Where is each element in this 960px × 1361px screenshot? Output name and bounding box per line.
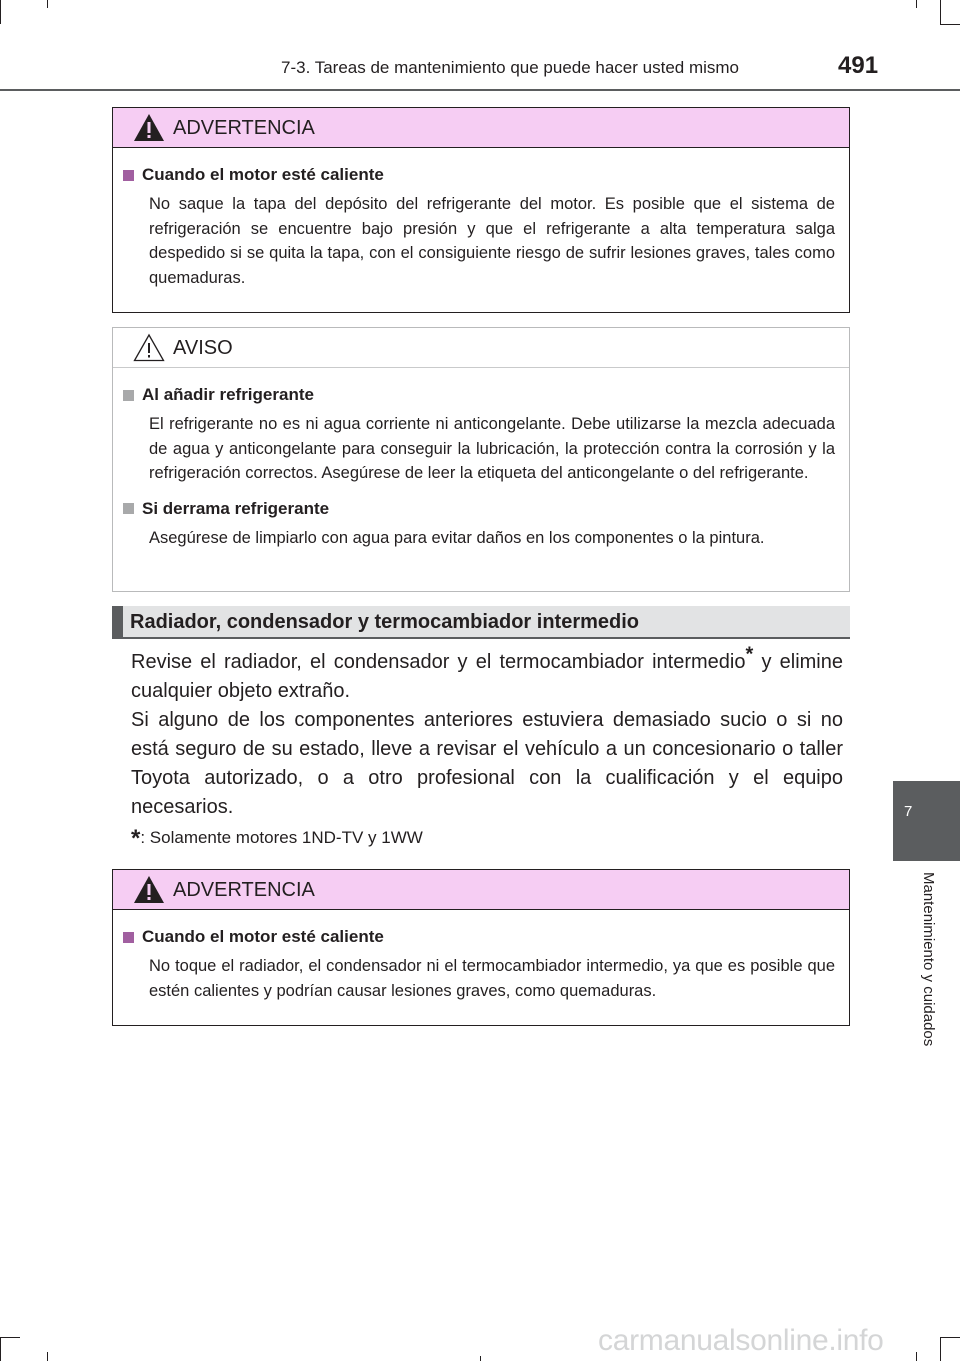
bullet-square-icon bbox=[123, 932, 134, 943]
crop-mark bbox=[916, 1352, 917, 1361]
footnote-marker: * bbox=[745, 643, 754, 666]
header-section-title: 7-3. Tareas de mantenimiento que puede hacer usted mismo bbox=[281, 58, 740, 77]
footnote bbox=[131, 822, 423, 850]
warning-item-text: No saque la tapa del depósito del refrigerante del motor. Es posible que el sistema de refrigeración se encuentre bajo presión y que el refrigerante a alta temperatura salga despedido si se quita la tapa, con el consiguiente riesgo de sufrir lesiones graves, tales como quemaduras. bbox=[149, 195, 835, 287]
notice-item-text: El refrigerante no es ni agua corriente ni anticongelante. Debe utilizarse la mezcla adecuada de agua y anticongelante para conseguir la lubricación, la protección contra la corrosión y la refrigeración correctos. Asegúrese de leer la etiqueta del anticongelante o del refrigerante. bbox=[149, 415, 835, 482]
bullet-square-icon bbox=[123, 503, 134, 514]
bullet-square-icon bbox=[123, 390, 134, 401]
section-banner bbox=[112, 606, 850, 639]
bullet-square-icon bbox=[123, 170, 134, 181]
crop-mark bbox=[940, 0, 941, 24]
warning-box-header bbox=[113, 108, 849, 148]
footnote-star: * bbox=[131, 825, 141, 852]
notice-box-header bbox=[113, 328, 849, 368]
warning-triangle-icon bbox=[133, 875, 165, 904]
crop-mark bbox=[940, 1337, 941, 1361]
crop-mark bbox=[47, 1352, 48, 1361]
body-text-span: y elimine cualquier objeto extraño. bbox=[131, 651, 843, 702]
notice-item-heading: Al añadir refrigerante bbox=[142, 385, 314, 404]
warning-item-text: No toque el radiador, el condensador ni el termocambiador intermedio, ya que es posible que estén calientes y podrían causar lesiones graves, como quemaduras. bbox=[149, 957, 835, 1000]
header-rule bbox=[0, 89, 960, 91]
notice-box bbox=[112, 327, 850, 592]
crop-mark bbox=[916, 0, 917, 8]
warning-item-heading: Cuando el motor esté caliente bbox=[142, 927, 384, 946]
warning-box bbox=[112, 869, 850, 1026]
crop-mark bbox=[940, 1337, 960, 1338]
warning-box-title: ADVERTENCIA bbox=[173, 117, 315, 139]
body-paragraph bbox=[131, 643, 843, 706]
page-number: 491 bbox=[838, 52, 879, 79]
section-body bbox=[131, 643, 843, 822]
notice-item-text: Asegúrese de limpiarlo con agua para evitar daños en los componentes o la pintura. bbox=[149, 528, 765, 547]
body-text-span: Revise el radiador, el condensador y el termocambiador intermedio bbox=[131, 651, 746, 673]
notice-box-title: AVISO bbox=[173, 337, 233, 359]
chapter-tab-number: 7 bbox=[904, 803, 913, 820]
crop-mark bbox=[0, 1337, 20, 1338]
warning-triangle-icon bbox=[133, 113, 165, 142]
notice-item bbox=[123, 384, 835, 486]
footnote-text: : Solamente motores 1ND-TV y 1WW bbox=[140, 828, 423, 847]
warning-item-heading: Cuando el motor esté caliente bbox=[142, 165, 384, 184]
section-title: Radiador, condensador y termocambiador intermedio bbox=[130, 611, 640, 633]
warning-item bbox=[123, 926, 835, 1003]
crop-mark bbox=[940, 24, 960, 25]
chapter-tab bbox=[893, 781, 960, 861]
chapter-tab-label: Mantenimiento y cuidados bbox=[920, 872, 937, 1047]
warning-box-header bbox=[113, 870, 849, 910]
body-paragraph: Si alguno de los componentes anteriores estuviera demasiado sucio o si no está seguro de su estado, lleve a revisar el vehículo a un concesionario o taller Toyota autorizado, o a otro profesional con la cualificación y el equipo necesarios. bbox=[131, 709, 843, 818]
crop-mark bbox=[0, 1337, 1, 1361]
notice-item bbox=[123, 498, 835, 551]
crop-mark bbox=[480, 1356, 481, 1361]
warning-box bbox=[112, 107, 850, 313]
notice-item-heading: Si derrama refrigerante bbox=[142, 498, 330, 518]
watermark: carmanualsonline.info bbox=[598, 1324, 884, 1357]
caution-triangle-icon bbox=[133, 333, 165, 362]
crop-mark bbox=[0, 0, 1, 24]
warning-item bbox=[123, 164, 835, 290]
warning-box-title: ADVERTENCIA bbox=[173, 879, 315, 901]
crop-mark bbox=[47, 0, 48, 8]
